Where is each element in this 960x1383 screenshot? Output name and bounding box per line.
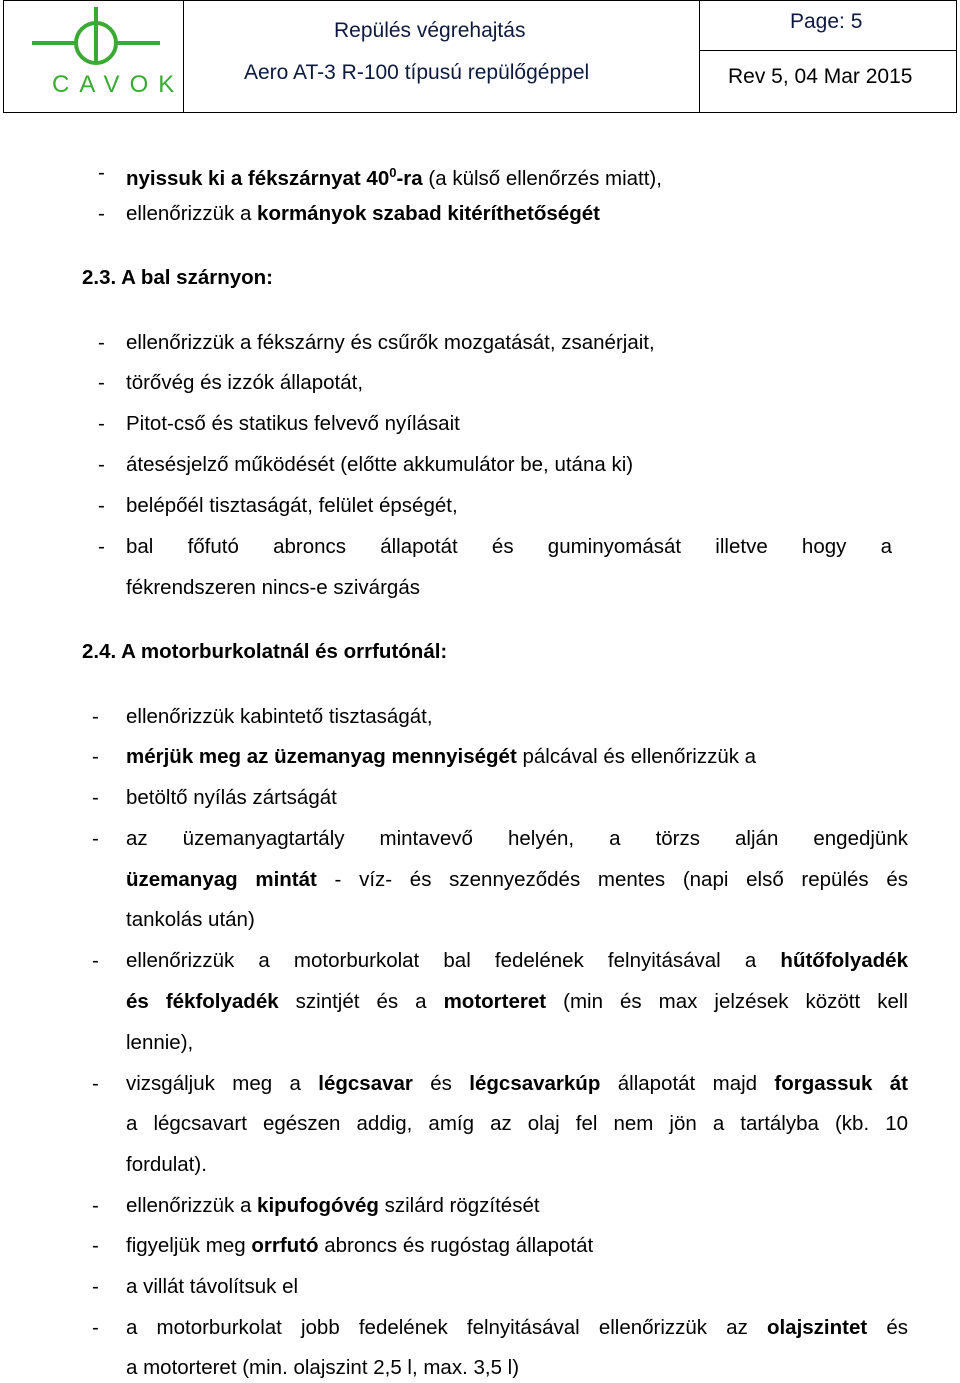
document-header (3, 0, 957, 113)
list-item: ellenőrizzük a kipufogóvég szilárd rögzítését (126, 1194, 540, 1217)
list-item-justified: bal főfutó abroncs állapotát és guminyomását illetve hogy a (126, 535, 892, 558)
list-item: Pitot-cső és statikus felvevő nyílásait (126, 412, 460, 435)
list-item-continuation: lennie), (126, 1031, 194, 1054)
list-item: ellenőrizzük a kormányok szabad kitéríthetőségét (126, 202, 600, 225)
list-item-continuation: üzemanyag mintát - víz- és szennyeződés mentes (napi első repülés és (126, 868, 908, 891)
list-dash: - (92, 745, 99, 768)
list-item-continuation: tankolás után) (126, 908, 255, 931)
logo-text: CAVOK (52, 71, 185, 98)
list-dash: - (98, 331, 105, 354)
list-item-continuation: és fékfolyadék szintjét és a motorteret (min és max jelzések között kell (126, 990, 908, 1013)
list-item-justified: ellenőrizzük a motorburkolat bal fedelének felnyitásával a hűtőfolyadék (126, 949, 908, 972)
list-dash: - (92, 786, 99, 809)
revision-date: Rev 5, 04 Mar 2015 (728, 65, 913, 88)
header-rev-cell (700, 51, 956, 112)
list-item: ellenőrizzük a fékszárny és csűrők mozgatását, zsanérjait, (126, 331, 655, 354)
header-title: Repülés végrehajtás (334, 19, 526, 42)
list-item: a villát távolítsuk el (126, 1275, 299, 1298)
list-item-continuation: a légcsavart egészen addig, amíg az olaj fel nem jön a tartályba (kb. 10 (126, 1112, 908, 1135)
logo-cell (4, 1, 184, 112)
header-page-cell (700, 1, 956, 51)
header-subtitle: Aero AT-3 R-100 típusú repülőgéppel (244, 61, 590, 84)
list-item-justified: a motorburkolat jobb fedelének felnyitásával ellenőrizzük az olajszintet és (126, 1316, 908, 1339)
list-dash: - (92, 1275, 99, 1298)
list-item: átesésjelző működését (előtte akkumulátor be, utána ki) (126, 453, 634, 476)
list-dash: - (98, 535, 105, 558)
list-item: belépőél tisztaságát, felület épségét, (126, 494, 458, 517)
list-item-continuation: fordulat). (126, 1153, 207, 1176)
list-dash: - (98, 494, 105, 517)
list-dash: - (92, 1072, 99, 1095)
list-item-continuation: fékrendszeren nincs-e szivárgás (126, 576, 420, 599)
list-item: nyissuk ki a fékszárnyat $40^0-ra$ (a külső ellenőrzés miatt), (126, 165, 662, 190)
header-title-cell (184, 1, 700, 112)
list-dash: - (92, 705, 99, 728)
list-dash: - (98, 371, 105, 394)
section-heading-2-3: 2.3. A bal szárnyon: (82, 266, 274, 289)
list-item: betöltő nyílás zártságát (126, 786, 337, 809)
page-number: Page: 5 (790, 10, 863, 33)
list-dash: - (92, 1234, 99, 1257)
list-item-justified: vizsgáljuk meg a légcsavar és légcsavarkúp állapotát majd forgassuk át (126, 1072, 908, 1095)
list-dash: - (98, 202, 105, 225)
list-dash: - (92, 827, 99, 850)
list-item-justified: az üzemanyagtartály mintavevő helyén, a törzs alján engedjünk (126, 827, 908, 850)
list-dash: - (98, 161, 105, 184)
list-dash: - (92, 949, 99, 972)
list-item: figyeljük meg orrfutó abroncs és rugóstag állapotát (126, 1234, 594, 1257)
list-dash: - (92, 1316, 99, 1339)
list-dash: - (92, 1194, 99, 1217)
list-item: törővég és izzók állapotát, (126, 371, 364, 394)
list-item: ellenőrizzük kabintető tisztaságát, (126, 705, 433, 728)
list-dash: - (98, 453, 105, 476)
list-dash: - (98, 412, 105, 435)
section-heading-2-4: 2.4. A motorburkolatnál és orrfutónál: (82, 640, 448, 663)
cavok-logo-icon (4, 1, 184, 71)
list-item-continuation: a motorteret (min. olajszint 2,5 l, max. 3,5 l) (126, 1356, 520, 1379)
list-item: mérjük meg az üzemanyag mennyiségét pálcával és ellenőrizzük a (126, 745, 757, 768)
